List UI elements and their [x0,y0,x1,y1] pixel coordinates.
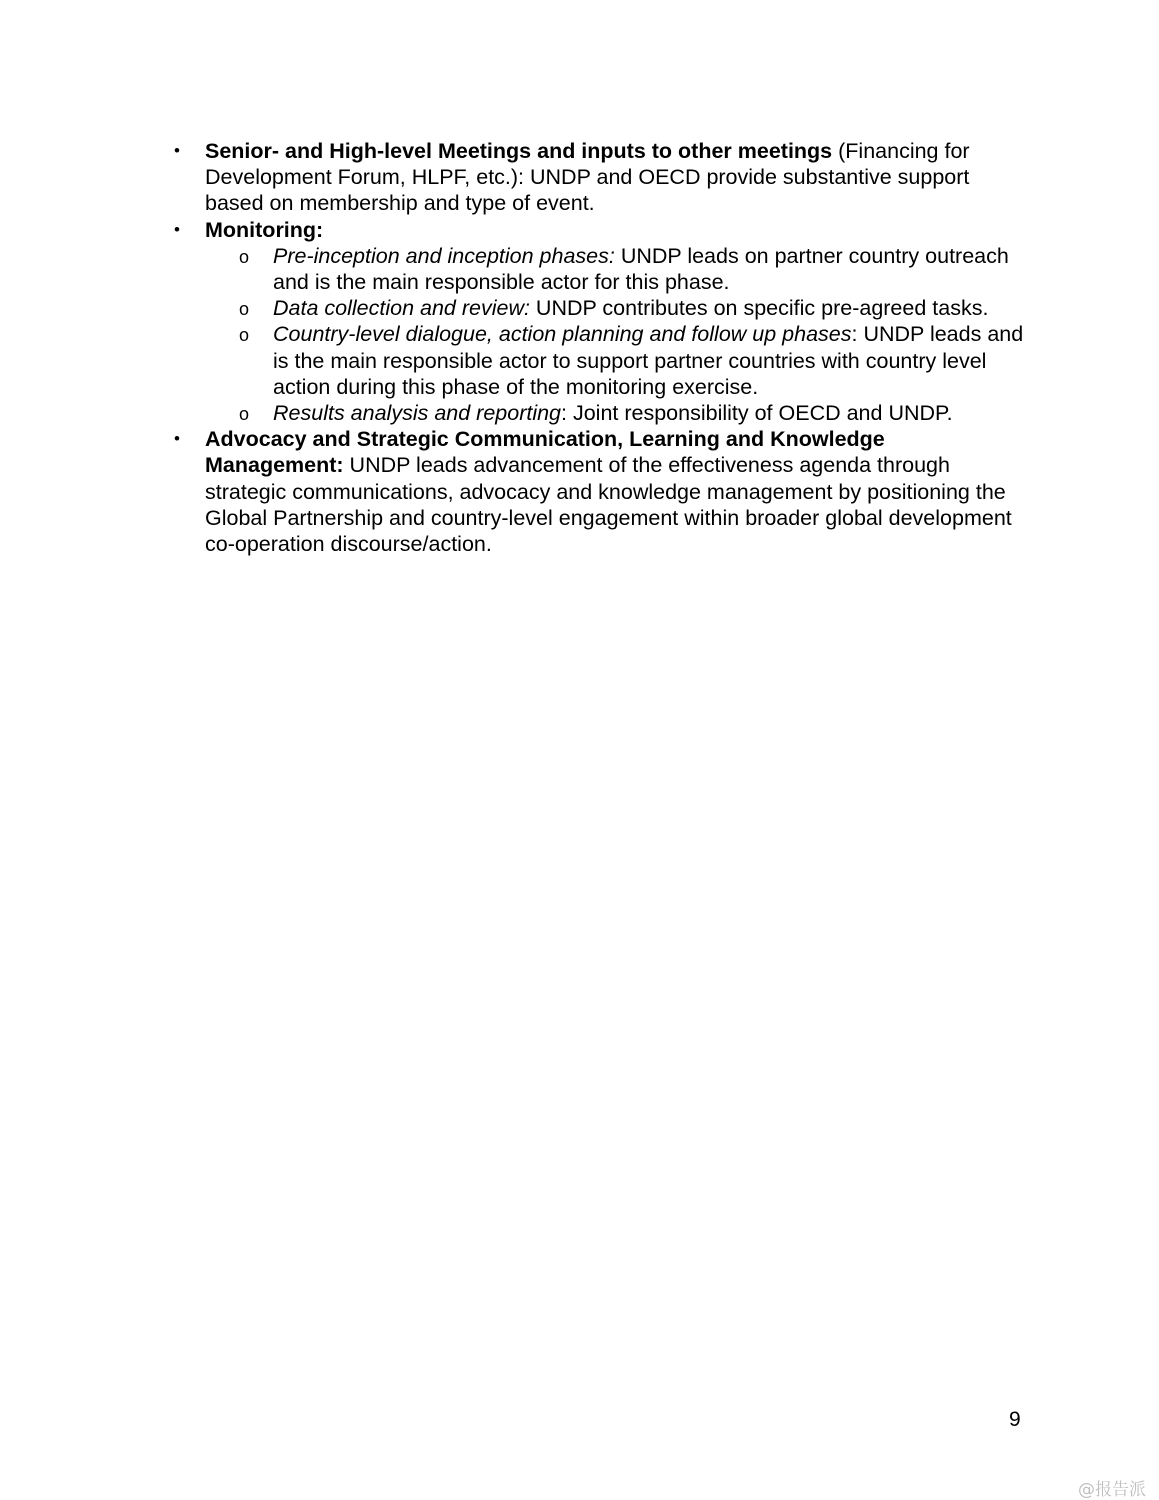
list-item-monitoring [0,217,1159,243]
bullet-icon: • [174,429,180,449]
sub-bullet-icon: o [239,325,250,346]
sub-list-item [0,243,1159,295]
sub-item-heading: Pre-inception and inception phases: [273,243,615,268]
list-item-meetings [0,138,1159,217]
bullet-icon: • [174,219,180,239]
list-item-advocacy [0,426,1159,557]
watermark: @报告派 [1078,1480,1146,1500]
item-text: UNDP leads advancement of the effectiveness agenda through strategic communications, advocacy and knowledge management by positioning the Global Partnership and country-level engagement within broader global development co-operation discourse/action. [205,453,1012,557]
sub-bullet-icon: o [239,299,250,320]
document-body [0,138,1159,557]
item-heading: Senior- and High-level Meetings and inputs to other meetings [205,139,833,163]
sub-list-item [0,400,1159,426]
sub-bullet-icon: o [239,404,250,425]
sub-item-heading: Country-level dialogue, action planning and follow up phases [273,322,852,347]
sub-item-text: UNDP contributes on specific pre-agreed tasks. [529,296,989,321]
item-heading: Monitoring: [205,217,324,242]
sub-item-heading: Data collection and review: [273,296,530,321]
sub-item-text: UNDP leads on partner country outreach and is the main responsible actor for this phase. [273,243,1009,295]
sub-list-item [0,321,1159,400]
sub-item-heading: Results analysis and reporting [273,401,562,426]
page-number: 9 [1009,1408,1021,1431]
bullet-icon: • [174,141,180,160]
item-text: (Financing for Development Forum, HLPF, etc.): UNDP and OECD provide substantive support based on membership and type of event. [205,139,970,216]
sub-item-text: : Joint responsibility of OECD and UNDP. [561,401,953,426]
sub-list-item [0,295,1159,321]
item-heading: Advocacy and Strategic Communication, Learning and Knowledge Management: [205,427,885,478]
sub-item-text: : UNDP leads and is the main responsible actor to support partner countries with country level action during this phase of the monitoring exercise. [273,322,1024,399]
sub-bullet-icon: o [239,246,250,267]
